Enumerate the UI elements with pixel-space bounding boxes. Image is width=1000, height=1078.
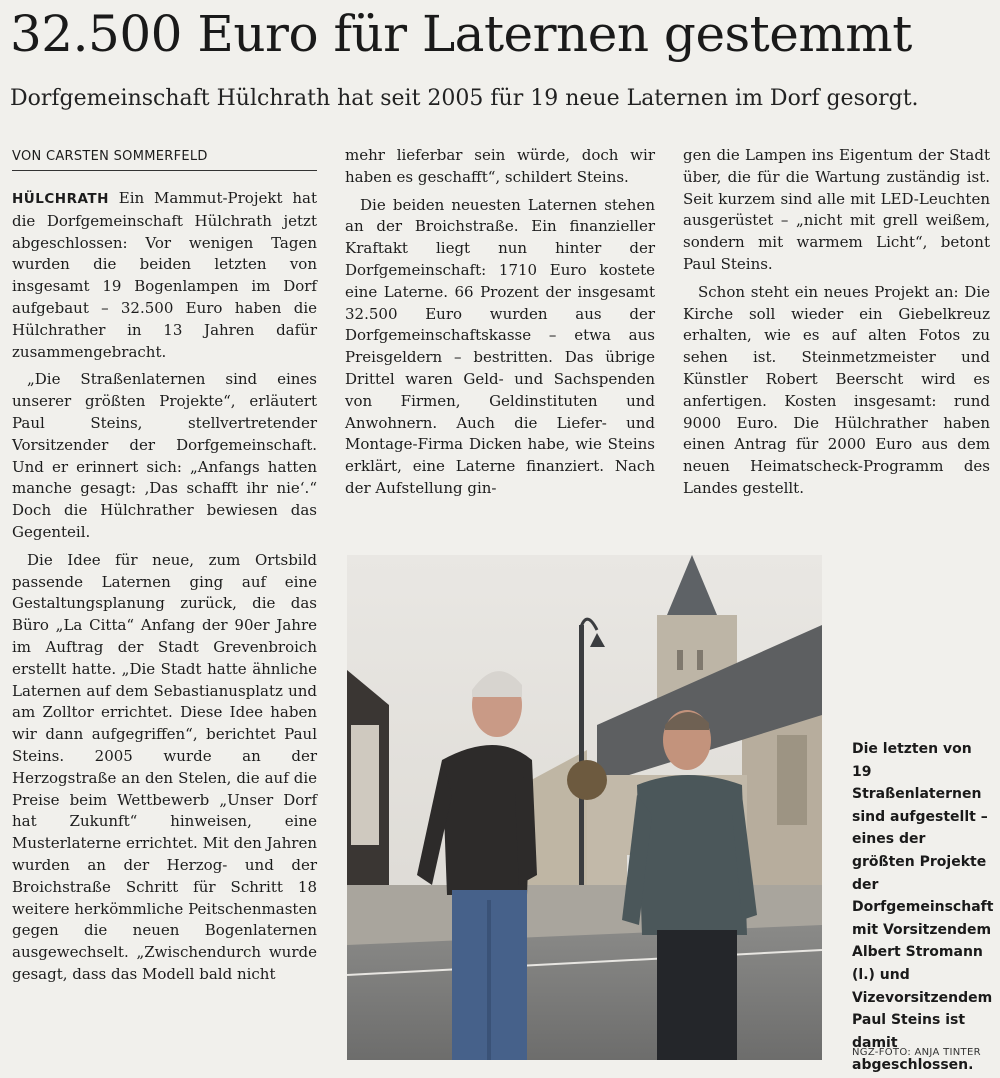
paragraph xyxy=(12,188,317,363)
paragraph: mehr lieferbar sein würde, doch wir haben es geschafft“, schildert Steins. xyxy=(345,146,655,186)
photo-illustration xyxy=(347,555,822,1060)
dateline: HÜLCHRATH xyxy=(12,191,109,207)
paragraph: „Die Straßenlaternen sind eines unserer größten Projekte“, erläutert Paul Steins, stellvertretender Vorsitzender der Dorfgemeinschaft. Und er erinnert sich: „Anfangs hatten manche gesagt: ‚Das schafft ihr nie‘.“ Doch die Hülchrather bewiesen das Gegenteil. xyxy=(12,370,317,541)
paragraph: gen die Lampen ins Eigentum der Stadt über, die für die Wartung zuständig ist. Seit kurzem sind alle mit LED-Leuchten ausgerüstet – „nicht mit grell weißem, sondern mit warmem Licht“, betont Paul Steins. xyxy=(683,146,990,273)
paragraph: Schon steht ein neues Projekt an: Die Kirche soll wieder ein Giebelkreuz erhalten, wie es auf alten Fotos zu sehen ist. Steinmetzmeister und Künstler Robert Beerscht wird es anfertigen. Kosten insgesamt: rund 9000 Euro. Die Hülchrather haben einen Antrag für 2000 Euro aus dem neuen Heimatscheck-Programm des Landes gestellt. xyxy=(683,282,990,497)
paragraph-text: Ein Mammut-Projekt hat die Dorfgemeinschaft Hülchrath jetzt abgeschlossen: Vor wenigen Tagen wurden die beiden letzten von insgesamt 19 Bogenlampen im Dorf aufgebaut – 32.500 Euro haben die Hülchrather in 13 Jahren dafür zusammengebracht. xyxy=(12,189,317,361)
article-photo xyxy=(347,555,822,1060)
photo-credit: NGZ-FOTO: ANJA TINTER xyxy=(852,1047,981,1058)
article-column-1 xyxy=(12,188,317,992)
paragraph: Die Idee für neue, zum Ortsbild passende Laternen ging auf eine Gestaltungsplanung zurück, die das Büro „La Citta“ Anfang der 90er Jahre im Auftrag der Stadt Grevenbroich erstellt hatte. „Die Stadt hatte ähnliche Laternen auf dem Sebastianusplatz und am Zolltor errichtet. Diese Idee haben wir dann aufgegriffen“, berichtet Paul Steins. 2005 wurde an der Herzogstraße an den Stelen, die auf die Preise beim Wettbewerb „Unser Dorf hat Zukunft“ hinweisen, eine Musterlaterne errichtet. Mit den Jahren wurden an der Herzog- und der Broichstraße Schritt für Schritt 18 weitere herkömmliche Peitschenmasten gegen die neuen Bogenlaternen ausgewechselt. „Zwischendurch wurde gesagt, dass das Modell bald nicht xyxy=(12,550,317,983)
photo-caption: Die letzten von 19 Straßenlaternen sind aufgestellt – eines der größten Projekte der Dorfgemeinschaft mit Vorsitzendem Albert Stromann (l.) und Vizevorsitzendem Paul Steins ist damit abgeschlossen. xyxy=(852,741,994,1074)
article-column-2 xyxy=(345,145,655,506)
paragraph: Die beiden neuesten Laternen stehen an der Broichstraße. Ein finanzieller Kraftakt liegt nun hinter der Dorfgemeinschaft: 1710 Euro kostete eine Laterne. 66 Prozent der insgesamt 32.500 Euro wurden aus der Dorfgemeinschaftskasse – etwa aus Preisgeldern – bestritten. Das übrige Drittel waren Geld- und Sachspenden von Firmen, Geldinstituten und Anwohnern. Auch die Liefer- und Montage-Firma Dicken habe, wie Steins erklärt, eine Laterne finanziert. Nach der Aufstellung gin- xyxy=(345,195,655,497)
byline: VON CARSTEN SOMMERFELD xyxy=(12,148,317,171)
article-column-3 xyxy=(683,145,990,506)
subheadline: Dorfgemeinschaft Hülchrath hat seit 2005 für 19 neue Laternen im Dorf gesorgt. xyxy=(10,86,919,111)
headline: 32.500 Euro für Laternen gestemmt xyxy=(10,5,912,63)
